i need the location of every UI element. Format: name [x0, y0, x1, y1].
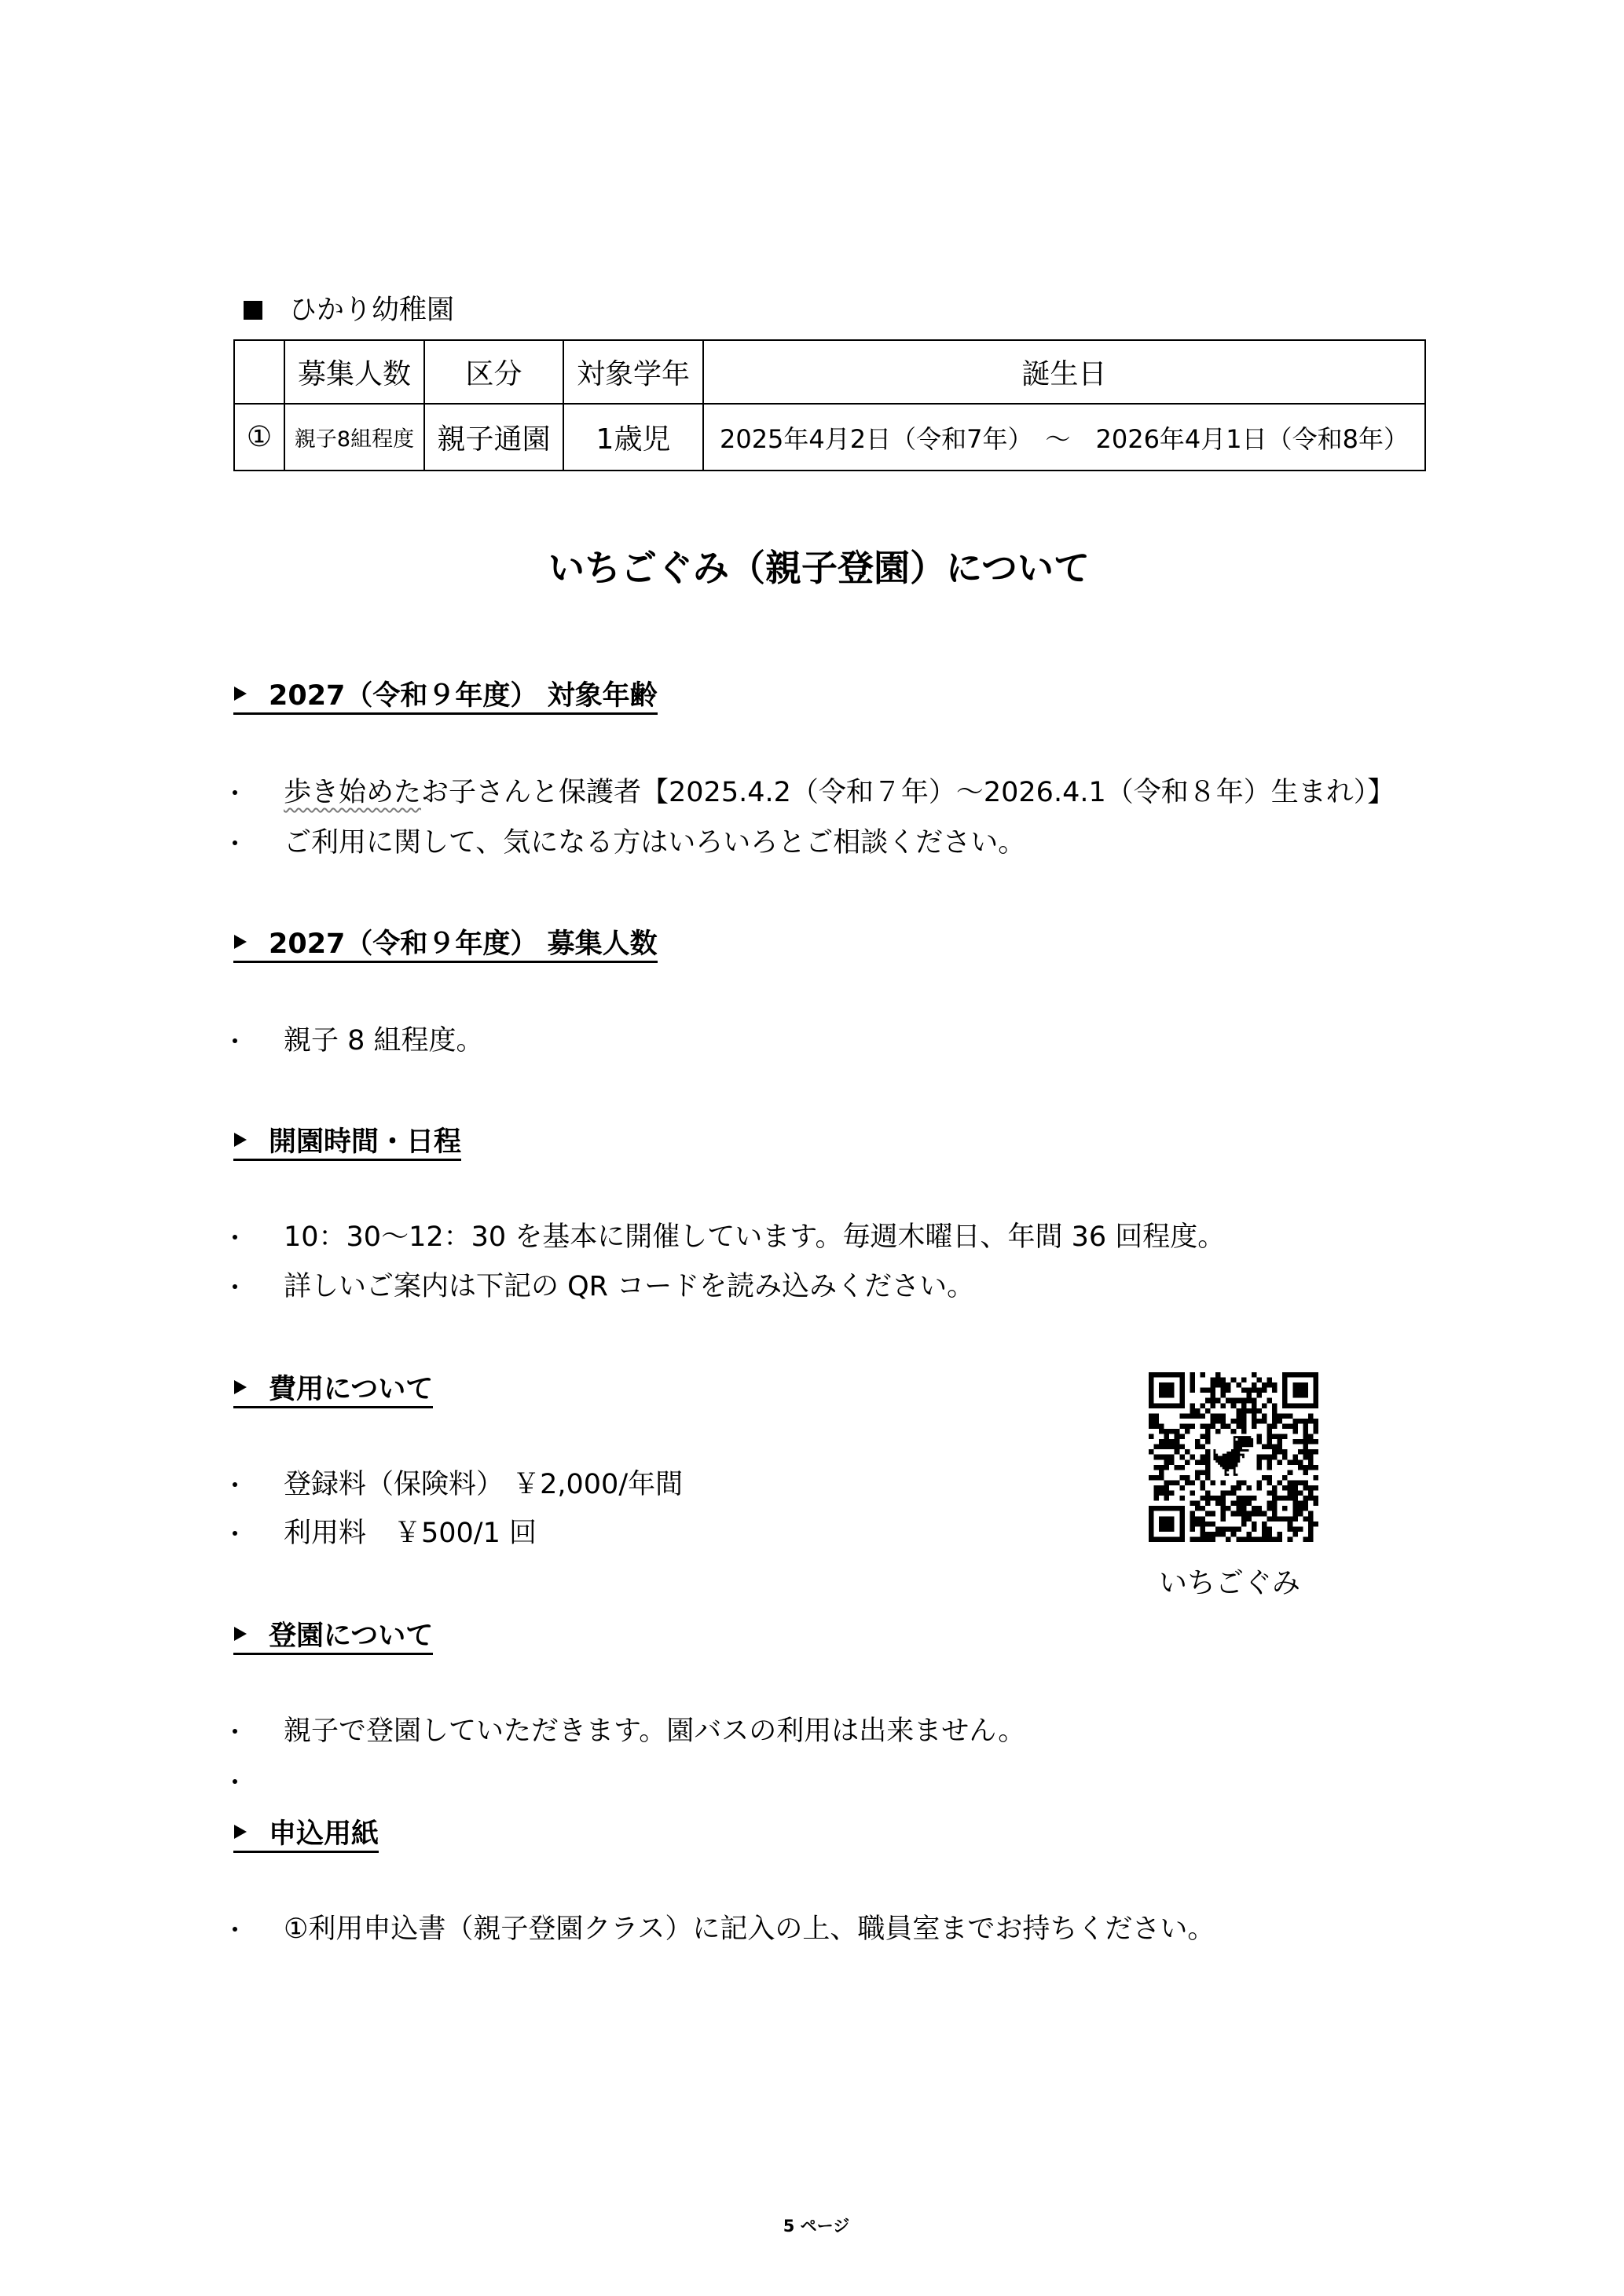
- list-item-text: 10：30～12：30 を基本に開催しています。毎週木曜日、年間 36 回程度。: [284, 1221, 1226, 1253]
- table-header-cell-empty: [234, 340, 284, 404]
- list-item: [233, 1712, 1025, 1751]
- list-item-text: 利用料 ￥500/1 回: [284, 1518, 537, 1549]
- list-item: [233, 1514, 537, 1553]
- table-header-category: 区分: [424, 340, 563, 404]
- table-cell-number: ①: [234, 404, 284, 471]
- section-heading-text: 開園時間・日程: [269, 1126, 462, 1158]
- list-item: [233, 1267, 974, 1306]
- list-item-text: お子さんと保護者【2025.4.2（令和７年）～2026.4.1（令和８年）生まれ）】: [421, 777, 1395, 808]
- list-item: [233, 823, 1025, 862]
- page-number: 5 ページ: [783, 2217, 850, 2236]
- list-item-text: 親子 8 組程度。: [284, 1025, 484, 1056]
- list-item: [233, 1910, 1215, 1949]
- section-heading-schedule: [233, 1121, 461, 1161]
- table-row: [234, 404, 1425, 471]
- bullet-dot-icon: [233, 1927, 237, 1932]
- section-heading-text: 申込用紙: [269, 1818, 379, 1850]
- table-header-birthdate: 誕生日: [703, 340, 1425, 404]
- triangle-right-icon: [234, 687, 247, 701]
- bullet-dot-icon: [233, 1729, 237, 1734]
- bullet-dot-icon: [233, 1779, 237, 1784]
- table-header-capacity: 募集人数: [284, 340, 424, 404]
- square-bullet-icon: [244, 301, 262, 320]
- school-name: ひかり幼稚園: [289, 295, 455, 326]
- section-heading-text: 2027（令和９年度） 募集人数: [269, 928, 658, 960]
- list-item-text: ①利用申込書（親子登園クラス）に記入の上、職員室までお持ちください。: [284, 1913, 1215, 1945]
- school-header: [244, 291, 454, 330]
- table-cell-category: 親子通園: [424, 404, 563, 471]
- list-item-text: 親子で登園していただきます。園バスの利用は出来ません。: [284, 1716, 1026, 1747]
- bullet-dot-icon: [233, 790, 237, 795]
- table-header-row: [234, 340, 1425, 404]
- section-heading-fees: [233, 1368, 433, 1408]
- bullet-dot-icon: [233, 1038, 237, 1043]
- triangle-right-icon: [234, 1825, 247, 1839]
- section-heading-text: 登園について: [269, 1620, 434, 1652]
- list-item-text: ご利用に関して、気になる方はいろいろとご相談ください。: [284, 827, 1026, 859]
- triangle-right-icon: [234, 1380, 247, 1394]
- qr-code-icon: [1149, 1372, 1318, 1542]
- enrollment-table: [233, 339, 1426, 471]
- table-cell-birthdate: 2025年4月2日（令和7年） ～ 2026年4月1日（令和8年）: [703, 404, 1425, 471]
- list-item-marked-text: 歩き始めた: [284, 777, 422, 808]
- section-heading-capacity: [233, 923, 658, 963]
- table-cell-grade: 1歳児: [563, 404, 703, 471]
- list-item: [233, 1762, 284, 1801]
- bullet-dot-icon: [233, 1284, 237, 1289]
- list-item-text: 登録料（保険料） ￥2,000/年間: [284, 1469, 684, 1500]
- page-title: いちごぐみ（親子登園）について: [548, 547, 1091, 589]
- bullet-dot-icon: [233, 1531, 237, 1536]
- list-item-text: 詳しいご案内は下記の QR コードを読み込みください。: [284, 1271, 975, 1302]
- list-item: [233, 1218, 1225, 1257]
- triangle-right-icon: [234, 1627, 247, 1641]
- table-cell-capacity: 親子8組程度: [284, 404, 424, 471]
- section-heading-application-form: [233, 1813, 379, 1853]
- section-heading-text: 費用について: [269, 1374, 434, 1405]
- triangle-right-icon: [234, 935, 247, 949]
- list-item: [233, 1021, 484, 1060]
- triangle-right-icon: [234, 1133, 247, 1147]
- section-heading-target-age: [233, 675, 658, 715]
- bullet-dot-icon: [233, 1482, 237, 1487]
- section-heading-attendance: [233, 1615, 433, 1655]
- qr-code-label: いちごぐみ: [1158, 1567, 1300, 1599]
- dinosaur-eye: [1236, 1438, 1238, 1441]
- table-header-grade: 対象学年: [563, 340, 703, 404]
- bullet-dot-icon: [233, 1235, 237, 1240]
- list-item: [233, 773, 1395, 812]
- bullet-dot-icon: [233, 840, 237, 845]
- list-item: [233, 1465, 683, 1504]
- section-heading-text: 2027（令和９年度） 対象年齢: [269, 680, 658, 712]
